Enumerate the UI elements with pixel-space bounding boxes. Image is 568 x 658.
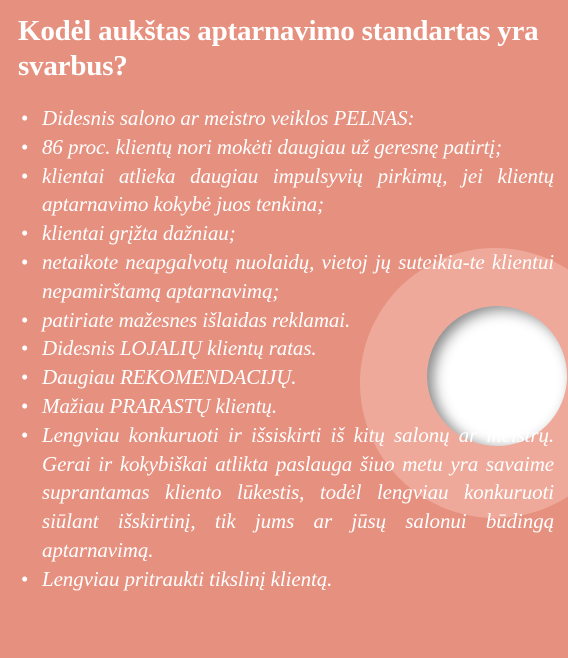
bullet-icon: • bbox=[21, 307, 29, 332]
list-item bbox=[18, 104, 554, 133]
bullet-icon: • bbox=[21, 393, 29, 418]
bullet-icon: • bbox=[21, 163, 29, 188]
bullet-icon: • bbox=[21, 365, 29, 390]
bullet-icon: • bbox=[21, 221, 29, 246]
list-item bbox=[18, 133, 554, 162]
list-item-text: Didesnis LOJALIŲ klientų ratas. bbox=[42, 336, 317, 361]
bullet-icon: • bbox=[21, 336, 29, 361]
bullet-icon: • bbox=[21, 422, 29, 447]
list-item-text: klientai atlieka daugiau impulsyvių pirkimų, jei klientų aptarnavimo kokybė juos tenkina; bbox=[42, 163, 554, 217]
list-item bbox=[18, 565, 554, 594]
bullet-icon: • bbox=[21, 249, 29, 274]
bullet-icon: • bbox=[21, 566, 29, 591]
bullet-icon: • bbox=[21, 134, 29, 159]
list-item-text: netaikote neapgalvotų nuolaidų, vietoj jų suteikia-te klientui nepamirštamą aptarnavimą; bbox=[42, 249, 554, 303]
panel-title: Kodėl aukštas aptarnavimo standartas yra svarbus? bbox=[18, 15, 539, 82]
list-item-text: patiriate mažesnes išlaidas reklamai. bbox=[42, 307, 351, 332]
list-item bbox=[18, 334, 554, 363]
list-item-text: Daugiau REKOMENDACIJŲ. bbox=[42, 365, 297, 390]
list-item bbox=[18, 162, 554, 220]
list-item bbox=[18, 306, 554, 335]
list-item-text: 86 proc. klientų nori mokėti daugiau už geresnę patirtį; bbox=[42, 134, 503, 159]
list-item bbox=[18, 363, 554, 392]
list-item bbox=[18, 248, 554, 306]
list-item-text: Lengviau pritraukti tikslinį klientą. bbox=[42, 566, 333, 591]
list-item-text: Mažiau PRARASTŲ klientų. bbox=[42, 393, 277, 418]
benefits-list bbox=[18, 104, 554, 594]
list-item bbox=[18, 421, 554, 565]
list-item bbox=[18, 219, 554, 248]
bullet-icon: • bbox=[21, 106, 29, 130]
list-item-text: klientai grįžta dažniau; bbox=[42, 221, 236, 246]
list-item-text: Lengviau konkuruoti ir išsiskirti iš kitų salonų ar meistrų. Gerai ir kokybiškai atlikta paslauga šiuo metu yra savaime suprantamas kliento lūkestis, todėl lengviau konkuruoti siūlant išskirtinį, tik jums ar jūsų salonui būdingą aptarnavimą. bbox=[42, 422, 554, 562]
list-item bbox=[18, 392, 554, 421]
list-item-text: Didesnis salono ar meistro veiklos PELNAS: bbox=[42, 106, 415, 130]
